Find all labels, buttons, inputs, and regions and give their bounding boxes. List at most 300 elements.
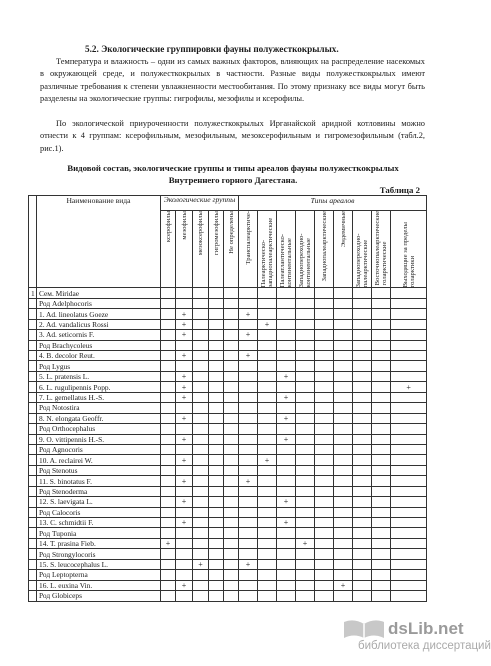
mark-cell [258, 549, 277, 559]
mark-cell [176, 549, 193, 559]
col-header-area-label: Транспалеарктиче- [244, 211, 252, 265]
mark-cell [315, 434, 334, 444]
mark-cell: + [161, 538, 176, 548]
mark-cell [391, 309, 427, 319]
mark-cell [277, 559, 296, 569]
mark-cell [315, 570, 334, 580]
mark-cell [239, 528, 258, 538]
col-header-area-8 [391, 211, 427, 288]
table-row [29, 371, 427, 381]
mark-cell [209, 424, 224, 434]
mark-cell [224, 403, 239, 413]
mark-cell: + [239, 559, 258, 569]
mark-cell [176, 444, 193, 454]
col-header-area-label: Западнопереходно-континентальные [298, 233, 313, 288]
mark-cell [315, 351, 334, 361]
mark-cell [161, 486, 176, 496]
row-number [29, 319, 37, 329]
mark-cell: + [176, 319, 193, 329]
mark-cell: + [176, 351, 193, 361]
mark-cell [209, 559, 224, 569]
col-header-area-2 [277, 211, 296, 288]
mark-cell [193, 319, 209, 329]
mark-cell [315, 486, 334, 496]
species-name-cell: 11. S. binotatus F. [37, 476, 161, 486]
col-header-eco-4 [224, 211, 239, 288]
mark-cell [239, 486, 258, 496]
mark-cell [296, 319, 315, 329]
mark-cell [372, 549, 391, 559]
mark-cell [296, 288, 315, 298]
mark-cell [239, 361, 258, 371]
mark-cell [193, 538, 209, 548]
mark-cell [161, 507, 176, 517]
mark-cell [193, 507, 209, 517]
mark-cell [372, 591, 391, 601]
mark-cell [176, 591, 193, 601]
mark-cell [315, 298, 334, 308]
table-row [29, 591, 427, 601]
mark-cell [315, 591, 334, 601]
mark-cell: + [277, 497, 296, 507]
mark-cell [372, 528, 391, 538]
logo-brand: dsLib.net [388, 619, 464, 638]
mark-cell [239, 455, 258, 465]
mark-cell [209, 288, 224, 298]
mark-cell [277, 288, 296, 298]
row-number [29, 570, 37, 580]
mark-cell [277, 444, 296, 454]
mark-cell [372, 298, 391, 308]
species-name-cell: 7. L. gemellatus H.-S. [37, 392, 161, 402]
mark-cell [193, 486, 209, 496]
mark-cell [372, 351, 391, 361]
mark-cell [209, 351, 224, 361]
mark-cell [209, 518, 224, 528]
mark-cell [258, 371, 277, 381]
mark-cell [296, 351, 315, 361]
table-row [29, 580, 427, 590]
mark-cell [239, 392, 258, 402]
table-row [29, 361, 427, 371]
mark-cell: + [239, 351, 258, 361]
mark-cell [315, 330, 334, 340]
mark-cell [224, 351, 239, 361]
mark-cell [353, 497, 372, 507]
row-number [29, 371, 37, 381]
mark-cell [296, 476, 315, 486]
mark-cell: + [176, 330, 193, 340]
col-header-area-label: Западнопереходно-палеарктические [355, 233, 370, 288]
mark-cell [209, 538, 224, 548]
mark-cell [224, 476, 239, 486]
mark-cell [353, 382, 372, 392]
mark-cell [296, 340, 315, 350]
mark-cell [224, 591, 239, 601]
mark-cell [239, 434, 258, 444]
mark-cell [239, 591, 258, 601]
mark-cell [372, 486, 391, 496]
mark-cell [296, 434, 315, 444]
mark-cell [209, 330, 224, 340]
mark-cell: + [334, 580, 353, 590]
mark-cell [277, 351, 296, 361]
mark-cell [353, 403, 372, 413]
table-row [29, 424, 427, 434]
mark-cell [258, 476, 277, 486]
mark-cell [224, 371, 239, 381]
mark-cell [353, 591, 372, 601]
mark-cell [258, 424, 277, 434]
mark-cell: + [239, 330, 258, 340]
mark-cell [161, 570, 176, 580]
mark-cell [176, 507, 193, 517]
mark-cell [334, 476, 353, 486]
table-row [29, 340, 427, 350]
table-row [29, 351, 427, 361]
mark-cell [372, 507, 391, 517]
mark-cell [176, 424, 193, 434]
mark-cell [353, 580, 372, 590]
table-row [29, 497, 427, 507]
mark-cell [353, 392, 372, 402]
mark-cell [239, 507, 258, 517]
col-header-area-label: Выходящие за пределы голарктики [401, 222, 416, 288]
mark-cell [258, 382, 277, 392]
mark-cell [224, 497, 239, 507]
mark-cell [334, 309, 353, 319]
species-table [28, 195, 427, 602]
col-header-area-4 [315, 211, 334, 288]
col-header-eco-label: мезофилы [180, 211, 188, 240]
mark-cell [334, 444, 353, 454]
species-name-cell: Род Lygus [37, 361, 161, 371]
mark-cell [372, 424, 391, 434]
row-number [29, 559, 37, 569]
mark-cell [224, 518, 239, 528]
species-name-cell: Род Tuponia [37, 528, 161, 538]
mark-cell [391, 559, 427, 569]
mark-cell [224, 549, 239, 559]
mark-cell: + [176, 580, 193, 590]
mark-cell [193, 580, 209, 590]
col-header-area-label: Западнопалеарктические [320, 211, 328, 282]
mark-cell [258, 309, 277, 319]
mark-cell [239, 298, 258, 308]
mark-cell [239, 497, 258, 507]
mark-cell [372, 361, 391, 371]
mark-cell [161, 330, 176, 340]
mark-cell [193, 413, 209, 423]
mark-cell [209, 507, 224, 517]
mark-cell [258, 591, 277, 601]
mark-cell [277, 465, 296, 475]
row-number [29, 382, 37, 392]
mark-cell [391, 518, 427, 528]
mark-cell [277, 549, 296, 559]
mark-cell [209, 591, 224, 601]
mark-cell [224, 424, 239, 434]
mark-cell [209, 528, 224, 538]
mark-cell [296, 455, 315, 465]
mark-cell [353, 351, 372, 361]
mark-cell [353, 288, 372, 298]
mark-cell [334, 538, 353, 548]
mark-cell [353, 486, 372, 496]
mark-cell [353, 476, 372, 486]
mark-cell [391, 497, 427, 507]
mark-cell [258, 538, 277, 548]
mark-cell [258, 528, 277, 538]
mark-cell [193, 403, 209, 413]
species-name-cell: 8. N. elongata Geoffr. [37, 413, 161, 423]
mark-cell [224, 392, 239, 402]
mark-cell [193, 361, 209, 371]
mark-cell: + [176, 309, 193, 319]
mark-cell [258, 570, 277, 580]
mark-cell [296, 330, 315, 340]
mark-cell [391, 476, 427, 486]
mark-cell [334, 518, 353, 528]
col-header-area-label: Восточнопалеарктические голарктические [374, 211, 389, 286]
mark-cell [193, 476, 209, 486]
col-header-area-6 [353, 211, 372, 288]
mark-cell [239, 403, 258, 413]
mark-cell [193, 570, 209, 580]
mark-cell [193, 330, 209, 340]
mark-cell [209, 444, 224, 454]
mark-cell [161, 403, 176, 413]
mark-cell [209, 580, 224, 590]
col-header-eco-label: ксерофилы [164, 211, 172, 243]
mark-cell [334, 486, 353, 496]
mark-cell [315, 309, 334, 319]
mark-cell [315, 538, 334, 548]
mark-cell [161, 288, 176, 298]
mark-cell [296, 465, 315, 475]
mark-cell [315, 580, 334, 590]
mark-cell [277, 361, 296, 371]
mark-cell [315, 497, 334, 507]
mark-cell [391, 298, 427, 308]
mark-cell [209, 476, 224, 486]
mark-cell [239, 424, 258, 434]
mark-cell [239, 570, 258, 580]
table-row [29, 476, 427, 486]
mark-cell [161, 361, 176, 371]
row-number [29, 330, 37, 340]
mark-cell [239, 319, 258, 329]
mark-cell [372, 476, 391, 486]
mark-cell [193, 528, 209, 538]
mark-cell [258, 298, 277, 308]
mark-cell [353, 330, 372, 340]
mark-cell [315, 444, 334, 454]
col-header-area-0 [239, 211, 258, 288]
col-header-area-1 [258, 211, 277, 288]
row-number [29, 507, 37, 517]
mark-cell [277, 382, 296, 392]
mark-cell [161, 518, 176, 528]
mark-cell [239, 371, 258, 381]
mark-cell [161, 465, 176, 475]
mark-cell [258, 518, 277, 528]
mark-cell [372, 288, 391, 298]
mark-cell [209, 455, 224, 465]
mark-cell: + [176, 455, 193, 465]
mark-cell [334, 288, 353, 298]
mark-cell [353, 319, 372, 329]
table-row [29, 319, 427, 329]
mark-cell: + [296, 538, 315, 548]
mark-cell [176, 298, 193, 308]
mark-cell [353, 413, 372, 423]
species-name-cell: Род Stenoderma [37, 486, 161, 496]
mark-cell [334, 392, 353, 402]
table-corner-cell [29, 196, 37, 288]
mark-cell [277, 591, 296, 601]
mark-cell [209, 298, 224, 308]
mark-cell [315, 455, 334, 465]
col-header-eco-label: мезоксерофилы [197, 211, 204, 256]
mark-cell [176, 559, 193, 569]
mark-cell [277, 403, 296, 413]
mark-cell [296, 580, 315, 590]
mark-cell: + [176, 382, 193, 392]
table-row [29, 486, 427, 496]
mark-cell [391, 455, 427, 465]
table-row [29, 549, 427, 559]
mark-cell [372, 382, 391, 392]
mark-cell [334, 549, 353, 559]
mark-cell [277, 528, 296, 538]
mark-cell [209, 371, 224, 381]
table-row [29, 434, 427, 444]
row-number [29, 298, 37, 308]
mark-cell [296, 507, 315, 517]
table-row [29, 288, 427, 298]
mark-cell [193, 465, 209, 475]
mark-cell [209, 465, 224, 475]
species-name-cell: Род Leptopterna [37, 570, 161, 580]
species-name-cell: Род Globiceps [37, 591, 161, 601]
mark-cell [334, 465, 353, 475]
row-number [29, 340, 37, 350]
mark-cell [224, 559, 239, 569]
mark-cell [296, 497, 315, 507]
row-number [29, 403, 37, 413]
row-number [29, 392, 37, 402]
mark-cell [161, 371, 176, 381]
section-heading: 5.2. Экологические группировки фауны полужесткокрылых. [85, 44, 339, 54]
mark-cell [315, 382, 334, 392]
mark-cell: + [258, 455, 277, 465]
mark-cell [296, 392, 315, 402]
row-number [29, 434, 37, 444]
mark-cell [372, 319, 391, 329]
mark-cell [209, 382, 224, 392]
table-row [29, 538, 427, 548]
mark-cell [315, 476, 334, 486]
mark-cell [315, 528, 334, 538]
mark-cell [391, 434, 427, 444]
mark-cell [372, 580, 391, 590]
mark-cell [258, 465, 277, 475]
species-name-cell: 6. L. rugulipennis Popp. [37, 382, 161, 392]
mark-cell [161, 591, 176, 601]
species-name-cell: Род Notostira [37, 403, 161, 413]
mark-cell [391, 444, 427, 454]
book-icon [342, 618, 386, 640]
mark-cell [193, 309, 209, 319]
table-row [29, 559, 427, 569]
mark-cell [176, 528, 193, 538]
mark-cell [224, 570, 239, 580]
mark-cell [176, 538, 193, 548]
mark-cell [391, 549, 427, 559]
mark-cell [277, 486, 296, 496]
mark-cell [239, 518, 258, 528]
mark-cell [176, 403, 193, 413]
mark-cell [224, 340, 239, 350]
mark-cell [161, 580, 176, 590]
mark-cell [391, 570, 427, 580]
mark-cell [193, 288, 209, 298]
mark-cell [372, 403, 391, 413]
mark-cell: + [176, 392, 193, 402]
mark-cell [224, 330, 239, 340]
mark-cell [209, 319, 224, 329]
table-row [29, 518, 427, 528]
table-row [29, 507, 427, 517]
col-header-eco-label: Не определены [227, 211, 235, 254]
mark-cell [296, 444, 315, 454]
mark-cell [161, 444, 176, 454]
col-header-area-5 [334, 211, 353, 288]
mark-cell [296, 559, 315, 569]
mark-cell [193, 497, 209, 507]
table-row [29, 570, 427, 580]
table-number: Таблица 2 [379, 185, 420, 195]
mark-cell [315, 413, 334, 423]
mark-cell [353, 570, 372, 580]
mark-cell [277, 424, 296, 434]
mark-cell [258, 486, 277, 496]
mark-cell [334, 298, 353, 308]
mark-cell [372, 309, 391, 319]
mark-cell [161, 424, 176, 434]
mark-cell: + [176, 371, 193, 381]
table-row [29, 528, 427, 538]
mark-cell [258, 444, 277, 454]
table-row [29, 455, 427, 465]
mark-cell [296, 382, 315, 392]
mark-cell [277, 309, 296, 319]
mark-cell [372, 340, 391, 350]
mark-cell [353, 549, 372, 559]
mark-cell [315, 392, 334, 402]
mark-cell [315, 361, 334, 371]
paragraph-groups: По экологической приуроченности полужесткокрылых Ирганайской аридной котловины можно отнести к 4 группам: ксерофильным, мезофильным, мезоксерофильным и гигромезофильным (табл.2, рис.1). [40, 119, 425, 153]
species-name-cell: Род Brachycoleus [37, 340, 161, 350]
mark-cell [209, 392, 224, 402]
mark-cell [334, 361, 353, 371]
mark-cell [239, 382, 258, 392]
mark-cell [193, 340, 209, 350]
mark-cell [296, 371, 315, 381]
mark-cell [334, 403, 353, 413]
mark-cell [161, 392, 176, 402]
